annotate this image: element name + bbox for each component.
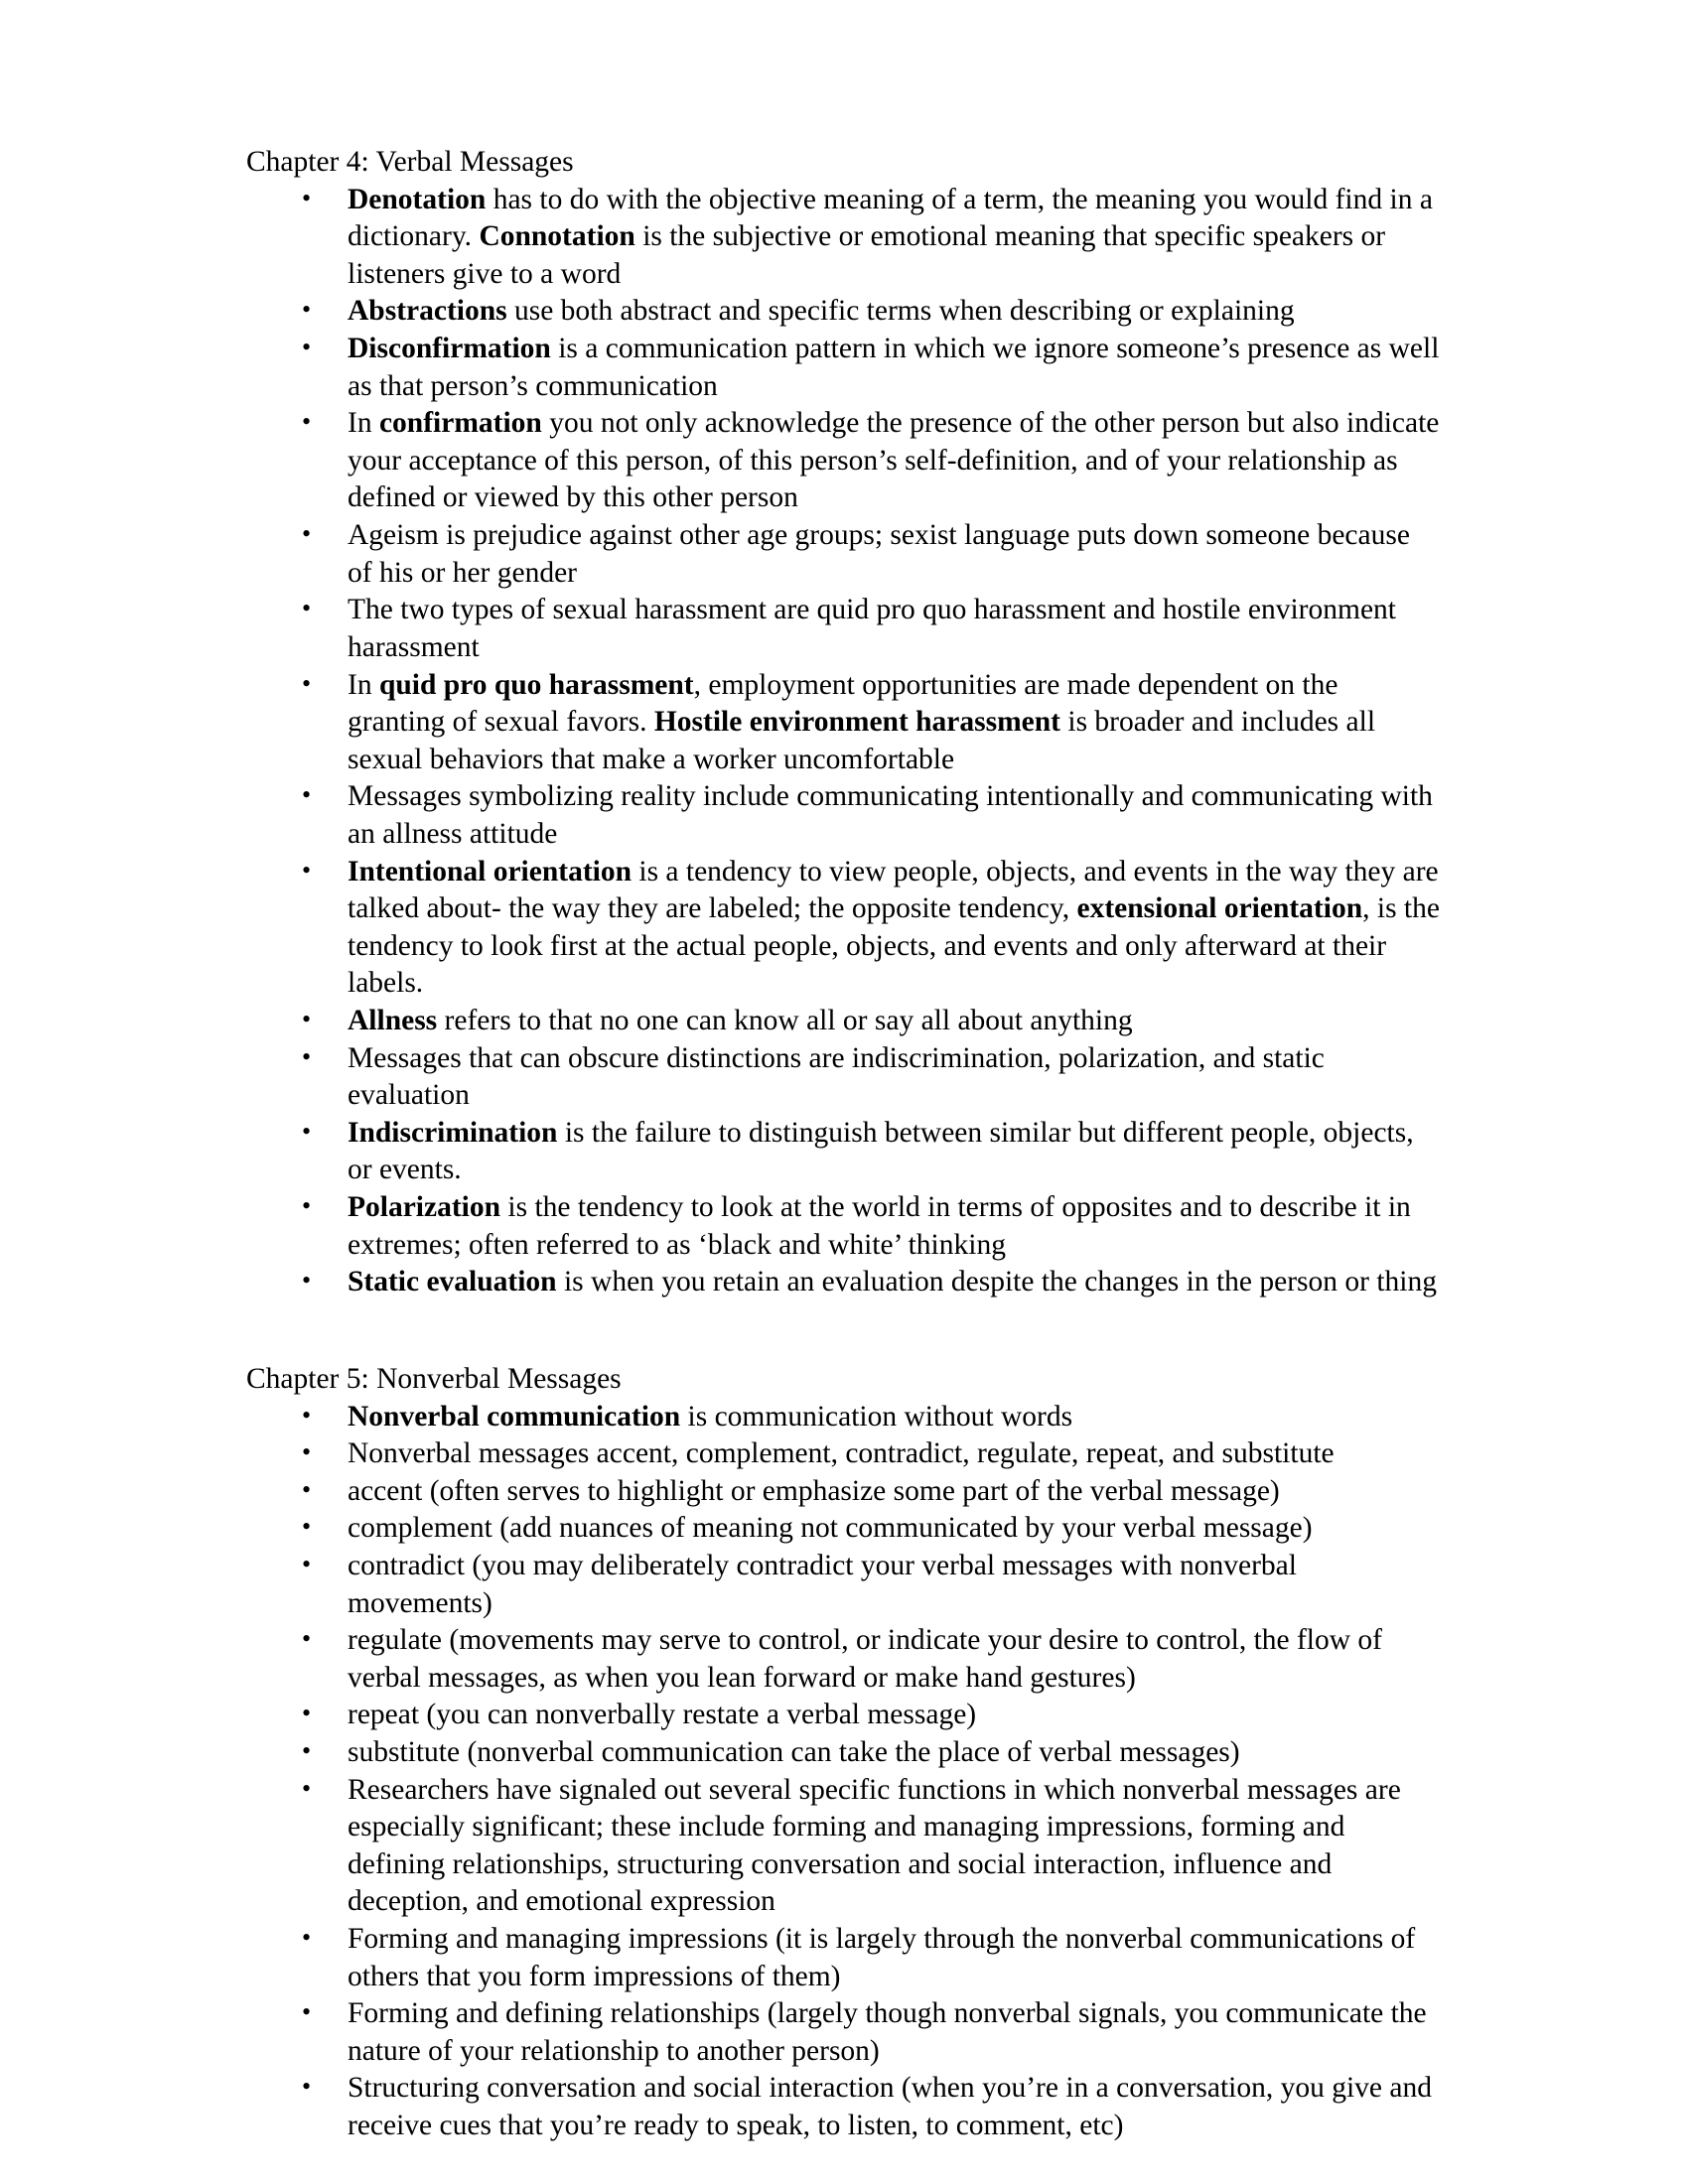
chapter-heading: Chapter 4: Verbal Messages	[246, 146, 574, 178]
list-item	[246, 1921, 1440, 1995]
list-item-text: , is the tendency to look first at the actual people, objects, and events and only afterward at their labels.	[348, 892, 1440, 1000]
bullet-point-icon: •	[302, 407, 312, 437]
bullet-point-icon: •	[302, 1512, 312, 1542]
bullet-point-icon: •	[302, 668, 312, 698]
list-item-text: is a tendency to view people, objects, and events in the way they are talked about- the way they are labeled; the opposite tendency,	[348, 855, 1439, 925]
list-item-text: In	[348, 668, 379, 701]
list-item-text: substitute (nonverbal communication can take the place of verbal messages)	[348, 1735, 1240, 1768]
list-item-text: refers to that no one can know all or say all about anything	[437, 1005, 1133, 1037]
section-spacer	[246, 1301, 1440, 1361]
list-item	[246, 1115, 1440, 1189]
list-item-text: is when you retain an evaluation despite the changes in the person or thing	[556, 1266, 1437, 1298]
document-body	[246, 144, 1440, 2145]
list-item	[246, 778, 1440, 853]
bullet-point-icon: •	[302, 295, 312, 325]
list-item	[246, 517, 1440, 592]
list-item-text: , employment opportunities are made dependent on the granting of sexual favors.	[348, 668, 1338, 739]
list-item-text: is the failure to distinguish between similar but different people, objects, or events.	[348, 1116, 1414, 1186]
list-item-text: Structuring conversation and social interaction (when you’re in a conversation, you give and receive cues that you’re ready to speak, to listen, to comment, etc)	[348, 2072, 1432, 2142]
list-item-text: you not only acknowledge the presence of the other person but also indicate your acceptance of this person, of this person’s self-definition, and of your relationship as defined or viewed by this other person	[348, 407, 1440, 514]
key-term: Hostile environment harassment	[653, 706, 1060, 739]
list-item-text: has to do with the objective meaning of a term, the meaning you would find in a dictionary.	[348, 183, 1433, 253]
bullet-point-icon: •	[302, 1549, 312, 1578]
list-item	[246, 1995, 1440, 2070]
list-item-text: Messages symbolizing reality include communicating intentionally and communicating with an allness attitude	[348, 780, 1433, 850]
list-item	[246, 1040, 1440, 1115]
list-item	[246, 1772, 1440, 1921]
list-item-text: use both abstract and specific terms when describing or explaining	[506, 295, 1295, 328]
list-item-text: Forming and defining relationships (largely though nonverbal signals, you communicate the nature of your relationship to another person)	[348, 1997, 1427, 2067]
bullet-point-icon: •	[302, 1116, 312, 1146]
list-item	[246, 293, 1440, 331]
bullet-point-icon: •	[302, 1923, 312, 1953]
list-item	[246, 1003, 1440, 1040]
list-item	[246, 1734, 1440, 1772]
list-item	[246, 1399, 1440, 1436]
list-item-text: accent (often serves to highlight or emphasize some part of the verbal message)	[348, 1474, 1280, 1507]
list-item-text: is communication without words	[680, 1400, 1073, 1433]
bullet-point-icon: •	[302, 2072, 312, 2102]
list-item	[246, 182, 1440, 294]
key-term: Denotation	[348, 183, 487, 215]
bullet-point-icon: •	[302, 1005, 312, 1034]
list-item-text: Messages that can obscure distinctions are indiscrimination, polarization, and static evaluation	[348, 1041, 1325, 1112]
bullet-point-icon: •	[302, 1997, 312, 2027]
list-item	[246, 592, 1440, 666]
bullet-point-icon: •	[302, 333, 312, 362]
key-term: Indiscrimination	[348, 1116, 558, 1149]
bullet-point-icon: •	[302, 1699, 312, 1728]
bullet-point-icon: •	[302, 1041, 312, 1071]
list-item-text: is the tendency to look at the world in terms of opposites and to describe it in extremes; often referred to as ‘black and white’ thinking	[348, 1191, 1411, 1261]
key-term: Intentional orientation	[348, 855, 632, 887]
bullet-point-icon: •	[302, 1474, 312, 1504]
key-term: extensional orientation	[1076, 892, 1363, 925]
list-item	[246, 854, 1440, 1003]
chapter-bullet-list	[246, 1399, 1440, 2145]
list-item	[246, 1697, 1440, 1734]
bullet-point-icon: •	[302, 1437, 312, 1467]
list-item-text: Nonverbal messages accent, complement, contradict, regulate, repeat, and substitute	[348, 1437, 1335, 1470]
bullet-point-icon: •	[302, 183, 312, 212]
list-item-text: is a communication pattern in which we ignore someone’s presence as well as that person’s communication	[348, 333, 1440, 402]
bullet-point-icon: •	[302, 1400, 312, 1430]
bullet-point-icon: •	[302, 519, 312, 549]
key-term: Nonverbal communication	[348, 1400, 681, 1433]
bullet-point-icon: •	[302, 1735, 312, 1765]
list-item	[246, 1435, 1440, 1473]
key-term: Abstractions	[348, 295, 507, 328]
list-item	[246, 1622, 1440, 1697]
list-item	[246, 1510, 1440, 1548]
list-item-text: Forming and managing impressions (it is largely through the nonverbal communications of others that you form impressions of them)	[348, 1923, 1416, 1992]
list-item	[246, 331, 1440, 405]
list-item-text: In	[348, 407, 379, 440]
list-item-text: complement (add nuances of meaning not communicated by your verbal message)	[348, 1512, 1313, 1545]
key-term: confirmation	[378, 407, 542, 440]
key-term: Connotation	[479, 220, 635, 253]
bullet-point-icon: •	[302, 1624, 312, 1654]
key-term: Polarization	[348, 1191, 501, 1224]
list-item	[246, 1189, 1440, 1264]
list-item	[246, 405, 1440, 517]
key-term: Disconfirmation	[348, 333, 551, 365]
list-item-text: repeat (you can nonverbally restate a verbal message)	[348, 1699, 977, 1731]
list-item-text: The two types of sexual harassment are quid pro quo harassment and hostile environment harassment	[348, 594, 1396, 663]
list-item-text: is the subjective or emotional meaning that specific speakers or listeners give to a word	[348, 220, 1386, 290]
list-item-text: contradict (you may deliberately contradict your verbal messages with nonverbal movements)	[348, 1549, 1297, 1619]
list-item	[246, 1264, 1440, 1301]
bullet-point-icon: •	[302, 594, 312, 623]
bullet-point-icon: •	[302, 1191, 312, 1221]
bullet-point-icon: •	[302, 1773, 312, 1803]
list-item-text: Researchers have signaled out several specific functions in which nonverbal messages are especially significant; these include forming and managing impressions, forming and defining relationships, structuring conversation and social interaction, influence and deception, and emotional expression	[348, 1773, 1401, 1918]
list-item	[246, 667, 1440, 779]
key-term: Allness	[348, 1005, 438, 1037]
list-item	[246, 1473, 1440, 1511]
list-item-text: is broader and includes all sexual behaviors that make a worker uncomfortable	[348, 706, 1376, 775]
bullet-point-icon: •	[302, 855, 312, 885]
list-item-text: regulate (movements may serve to control, or indicate your desire to control, the flow of verbal messages, as when you lean forward or make hand gestures)	[348, 1624, 1383, 1694]
chapter-bullet-list	[246, 182, 1440, 1301]
list-item	[246, 1548, 1440, 1622]
list-item	[246, 2070, 1440, 2144]
key-term: quid pro quo harassment	[378, 668, 694, 701]
bullet-point-icon: •	[302, 780, 312, 810]
key-term: Static evaluation	[348, 1266, 557, 1298]
bullet-point-icon: •	[302, 1266, 312, 1296]
chapter-heading: Chapter 5: Nonverbal Messages	[246, 1362, 622, 1395]
list-item-text: Ageism is prejudice against other age groups; sexist language puts down someone because of his or her gender	[348, 519, 1410, 589]
